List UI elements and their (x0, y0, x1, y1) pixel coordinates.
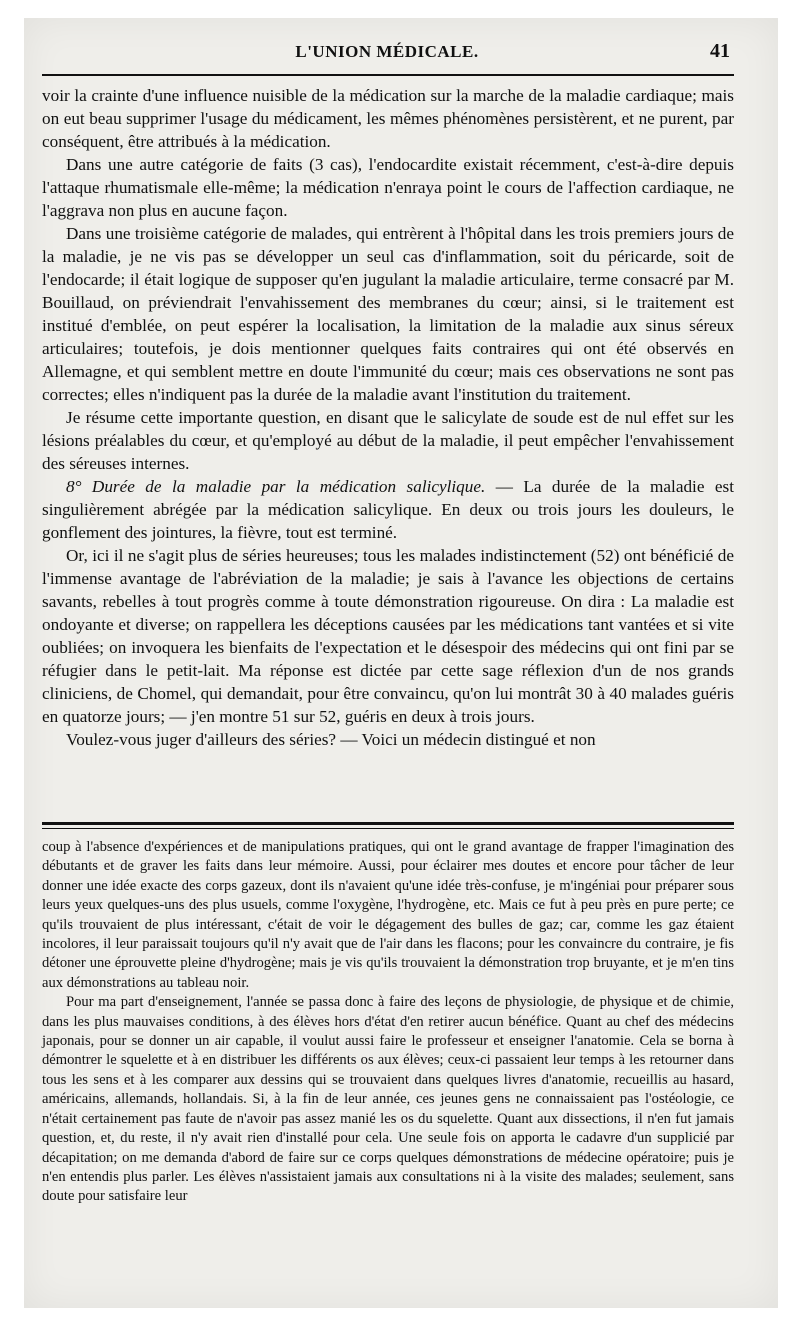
footnote-paragraph-experiments: coup à l'absence d'expériences et de manipulations pratiques, qui ont le grand avantage de frapper l'imagination des débutants et de graver les faits dans leur mémoire. Aussi, pour éclairer mes doutes et encore pour tâcher de leur donner une idée exacte des corps gazeux, dont ils n'avaient qu'une idée très-confuse, je m'ingéniai pour préparer sous leurs yeux quelques-uns des plus usuels, comme l'oxygène, l'hydrogène, etc. Mais ce fut à peu près en pure perte; ce qu'ils trouvaient de plus intéressant, c'était de voir le dégagement des bulles de gaz; car, comme les gaz étaient incolores, il leur paraissait toujours qu'il n'y avait que de l'air dans les flacons; pour les convaincre du contraire, je fis détoner une éprouvette pleine d'hydrogène; mais je vis qu'ils trouvaient la démonstration trop bruyante, et je m'en tins aux démonstrations au tableau noir. (42, 839, 734, 991)
footnote-separator-thick (42, 822, 734, 825)
main-text-column (42, 84, 734, 751)
paragraph-third-category: Dans une troisième catégorie de malades, qui entrèrent à l'hôpital dans les trois premiers jours de la maladie, je ne vis pas se développer un seul cas d'inflammation, soit du péricarde, soit de l'endocarde; il était logique de supposer qu'en jugulant la maladie articulaire, terme consacré par M. Bouillaud, on préviendrait l'envahissement des membranes du cœur; ainsi, si le traitement est institué d'emblée, on peut espérer la localisation, la limitation de la maladie aux sinus séreux articulaires; toutefois, je dois mentionner quelques faits contraires qui ont été observés en Allemagne, et qui semblent mettre en doute l'immunité du cœur; mais ces observations ne sont pas correctes; elles n'indiquent pas la durée de la maladie avant l'institution du traitement. (42, 224, 734, 404)
header-rule (42, 74, 734, 76)
paragraph-duration (42, 475, 734, 544)
page-number: 41 (710, 40, 730, 62)
paragraph-closing: Voulez-vous juger d'ailleurs des séries? — Voici un médecin distingué et non (66, 730, 596, 749)
paragraph-second-category: Dans une autre catégorie de faits (3 cas), l'endocardite existait récemment, c'est-à-dire depuis l'attaque rhumatismale elle-même; la médication n'enraya point le cours de l'affection cardiaque, ne l'aggrava non plus en aucune façon. (42, 155, 734, 220)
paragraph-continuation: voir la crainte d'une influence nuisible de la médication sur la marche de la maladie cardiaque; mais on eut beau supprimer l'usage du médicament, les mêmes phénomènes persistèrent, et ne purent, par conséquent, être attribués à la médication. (42, 86, 734, 151)
paragraph-series: Or, ici il ne s'agit plus de séries heureuses; tous les malades indistinctement (52) ont bénéficié de l'immense avantage de l'abréviation de la maladie; je sais à l'avance les objections de certains savants, rebelles à tout progrès comme à toute démonstration rigoureuse. On dira : La maladie est ondoyante et diverse; on rappellera les déceptions causées par les médications tant vantées et si vite oubliées; on invoquera les bienfaits de l'expectation et le désespoir des médecins qui ont fini par se réfugier dans le petit-lait. Ma réponse est dictée par cette sage réflexion d'un de nos grands cliniciens, de Chomel, qui demandait, pour être convaincu, qu'on lui montrât 30 à 40 malades guéris en quatorze jours; — j'en montre 51 sur 52, guéris en deux à trois jours. (42, 546, 734, 726)
section-heading-duration: 8° Durée de la maladie par la médication salicylique. (66, 477, 486, 496)
footnote-separator-thin (42, 828, 734, 829)
running-title: L'UNION MÉDICALE. (295, 42, 479, 61)
footnote-column (42, 838, 734, 1207)
footnote-paragraph-teaching: Pour ma part d'enseignement, l'année se passa donc à faire des leçons de physiologie, de physique et de chimie, dans les plus mauvaises conditions, à des élèves hors d'état d'en retirer aucun bénéfice. Quant au chef des médecins japonais, pour se donner un air capable, il voulut aussi faire le professeur et enseigner l'anatomie. Cela se borna à démontrer le squelette et à en distribuer les différents os aux élèves; ceux-ci passaient leur temps à les retourner dans tous les sens et à les comparer aux dessins qui se trouvaient dans quelques livres d'anatomie, recueillis au hasard, américains, allemands, hollandais. Si, à la fin de leur année, ces jeunes gens ne connaissaient pas l'ostéologie, ce n'était certainement pas faute de n'avoir pas assez manié les os du squelette. Quant aux dissections, il n'en fut jamais question, et, du reste, il n'y avait rien d'installé pour cela. Une seule fois on apporta le cadavre d'un supplicié par décapitation; on me demanda d'abord de faire sur ce corps quelques démonstrations de médecine opératoire; puis je n'en entendis plus parler. Les élèves n'assistaient jamais aux consultations ni à la visite des malades; seulement, sans doute pour satisfaire leur (42, 994, 734, 1205)
paragraph-duration-text: — La durée de la maladie est singulièrement abrégée par la médication salicylique. En deux ou trois jours les douleurs, le gonflement des jointures, la fièvre, tout est terminé. (42, 477, 734, 542)
paragraph-summary: Je résume cette importante question, en disant que le salicylate de soude est de nul effet sur les lésions préalables du cœur, et qu'employé au début de la maladie, il peut empêcher l'envahissement des séreuses internes. (42, 408, 734, 473)
page-header (42, 38, 732, 68)
